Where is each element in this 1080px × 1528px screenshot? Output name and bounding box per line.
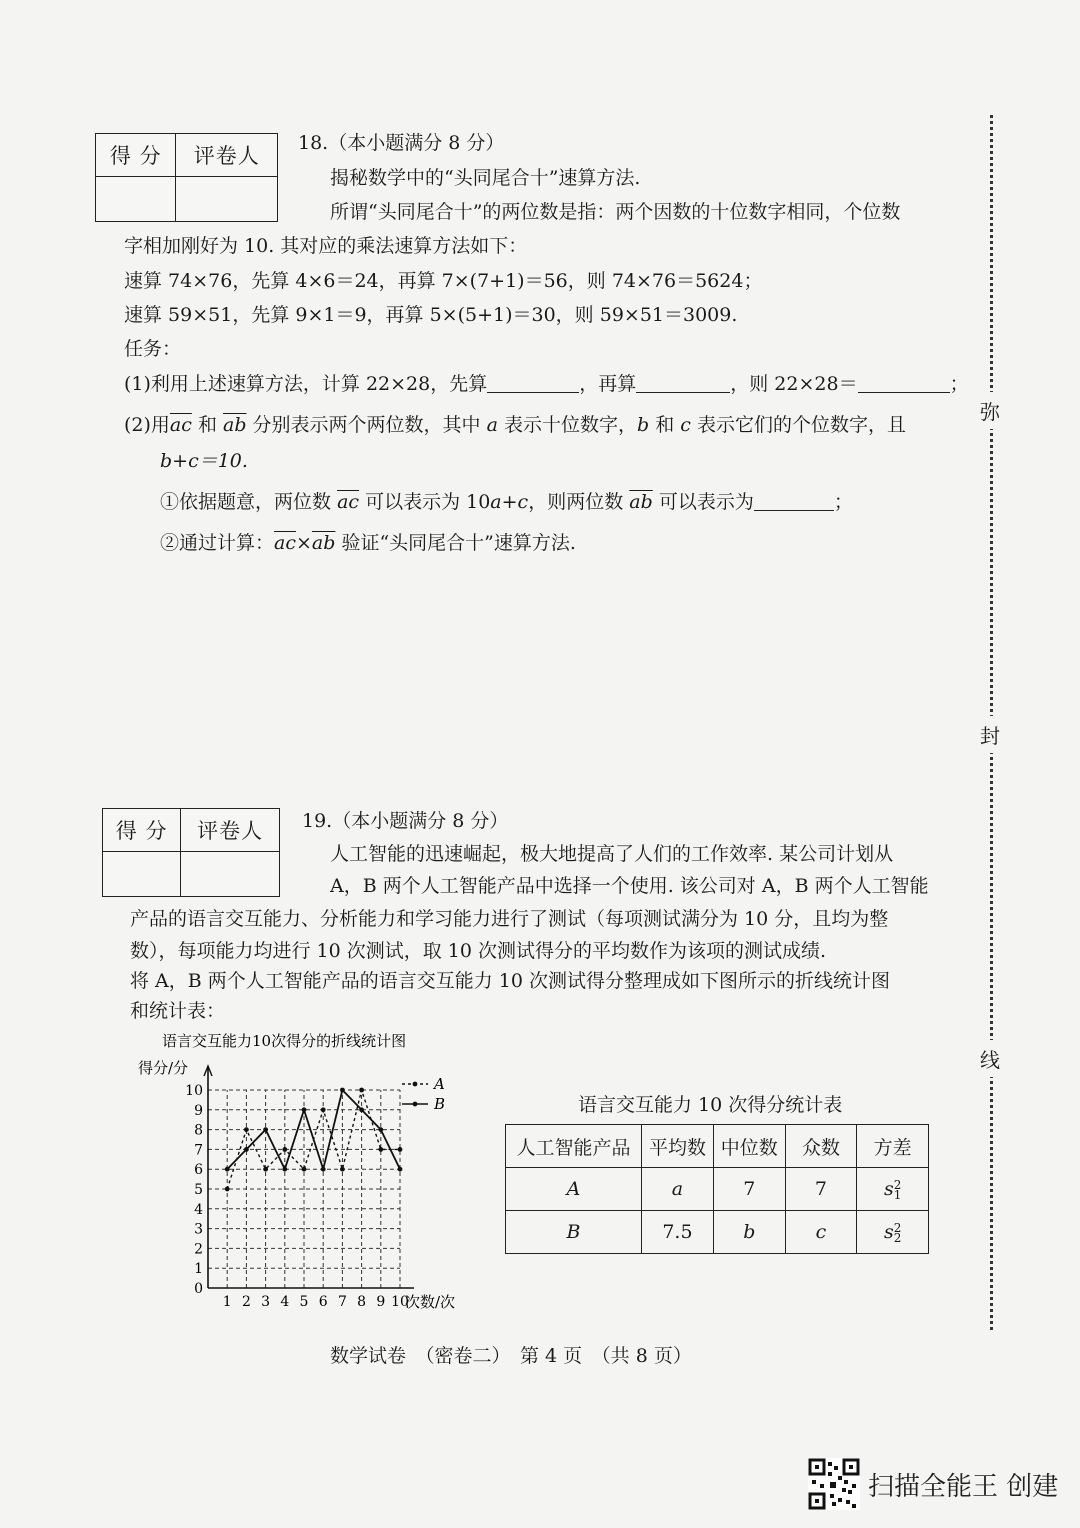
seal-char-xian: 线 (980, 1040, 1000, 1077)
subtask1-text: ①依据题意，两位数 (160, 491, 332, 513)
data-point-A (282, 1147, 287, 1152)
q18-subtask1 (160, 485, 853, 519)
grader-label: 评卷人 (181, 809, 280, 852)
overline-ac: $\overline{ac}$ (274, 532, 296, 554)
subtask1-text: ； (833, 491, 853, 513)
q18-subtask2 (160, 526, 576, 560)
var-sub: 1 (893, 1188, 902, 1202)
data-point-A (340, 1167, 345, 1172)
stats-table-title: 语言交互能力 10 次得分统计表 (578, 1094, 843, 1116)
cell-median: b (713, 1211, 785, 1254)
subtask2-text: ②通过计算： (160, 532, 275, 554)
chart-xlabel: 次数/次 (405, 1293, 456, 1311)
y-tick-label: 1 (194, 1261, 203, 1278)
cell-mode: 7 (785, 1168, 857, 1211)
data-point-B (340, 1088, 345, 1093)
score-label: 得 分 (96, 134, 176, 177)
chart-ylabel: 得分/分 (138, 1059, 189, 1077)
grader-label: 评卷人 (176, 134, 278, 177)
q18-intro3: 字相加刚好为 10. 其对应的乘法速算方法如下： (124, 235, 528, 257)
q18-example1: 速算 74×76，先算 4×6＝24，再算 7×(7+1)＝56，则 74×76＝5624； (124, 270, 763, 292)
q18-task-label: 任务： (124, 338, 182, 360)
q19-para1: 人工智能的迅速崛起，极大地提高了人们的工作效率. 某公司计划从 (330, 843, 894, 865)
grader-cell[interactable] (181, 852, 280, 897)
task1-text-c: ，则 22×28＝ (730, 373, 858, 395)
stats-header-row (506, 1125, 929, 1168)
task1-blank-first[interactable] (487, 370, 579, 393)
legend-label-A: A (434, 1075, 445, 1093)
overline-ac: $\overline{ac}$ (169, 414, 192, 436)
x-tick-label: 2 (241, 1294, 251, 1310)
y-tick-label: 4 (194, 1201, 203, 1218)
score-cell[interactable] (103, 852, 181, 897)
chart-title: 语言交互能力10次得分的折线统计图 (162, 1032, 407, 1050)
y-tick-label: 10 (185, 1083, 203, 1099)
task1-text-d: ； (949, 373, 969, 395)
subtask2-text: 验证“头同尾合十”速算方法. (341, 532, 576, 554)
y-tick-label: 6 (194, 1162, 203, 1179)
q18-intro1: 揭秘数学中的“头同尾合十”速算方法. (330, 167, 641, 189)
score-box-19 (102, 808, 280, 897)
q19-para3: 产品的语言交互能力、分析能力和学习能力进行了测试（每项测试满分为 10 分，且均为整 (130, 908, 889, 930)
seal-char-feng: 封 (980, 716, 1000, 753)
x-tick-label: 7 (337, 1294, 347, 1310)
task1-blank-second[interactable] (636, 370, 730, 393)
data-point-B (398, 1167, 403, 1172)
data-point-A (321, 1107, 326, 1112)
q18-intro2: 所谓“头同尾合十”的两位数是指：两个因数的十位数字相同，个位数 (330, 201, 901, 223)
task2-text: 和 (197, 414, 217, 436)
data-point-A (225, 1187, 230, 1192)
overline-ab: $\overline{ab}$ (629, 491, 653, 513)
header-median: 中位数 (713, 1125, 785, 1168)
subtask1-text: 可以表示为 10 (365, 491, 491, 513)
header-mean: 平均数 (641, 1125, 713, 1168)
task1-text-a: (1)利用上述速算方法，计算 22×28，先算 (124, 373, 488, 395)
table-row (506, 1211, 929, 1254)
var-sup: 2 (893, 1221, 902, 1235)
data-point-B (244, 1147, 249, 1152)
x-tick-label: 1 (222, 1294, 232, 1310)
subtask1-blank[interactable] (754, 488, 834, 511)
subtask1-text: ，则两位数 (528, 491, 624, 513)
x-tick-label: 4 (280, 1294, 290, 1310)
seal-char-mi: 弥 (980, 392, 1000, 429)
q18-task2-condition: b+c＝10. (160, 450, 248, 472)
q18-task2 (124, 408, 906, 442)
q19-para5: 将 A，B 两个人工智能产品的语言交互能力 10 次测试得分整理成如下图所示的折线统计图 (130, 970, 891, 992)
legend-marker-B (413, 1102, 418, 1107)
data-point-B (302, 1107, 307, 1112)
overline-ac: $\overline{ac}$ (337, 491, 360, 513)
times-sign: × (295, 532, 312, 554)
data-point-B (359, 1107, 364, 1112)
score-box-18 (95, 133, 278, 222)
q18-example2: 速算 59×51，先算 9×1＝9，再算 5×(5+1)＝30，则 59×51＝3009. (124, 304, 738, 326)
y-tick-label: 9 (194, 1102, 203, 1119)
score-cell[interactable] (96, 177, 176, 222)
x-tick-label: 10 (391, 1294, 409, 1310)
data-point-A (378, 1147, 383, 1152)
data-point-A (263, 1167, 268, 1172)
cell-name: A (506, 1168, 642, 1211)
table-row (506, 1168, 929, 1211)
x-tick-label: 5 (299, 1294, 309, 1310)
var-s: s (883, 1221, 894, 1243)
chart-axes (204, 1066, 414, 1288)
var-a: a (486, 414, 498, 436)
header-mode: 众数 (785, 1125, 857, 1168)
cell-variance (857, 1211, 929, 1254)
q19-para6: 和统计表： (130, 1000, 226, 1022)
y-tick-label: 5 (194, 1182, 203, 1198)
y-tick-label: 0 (194, 1281, 203, 1297)
data-point-A (359, 1088, 364, 1093)
cell-mean: 7.5 (641, 1211, 713, 1254)
cell-mode: c (785, 1211, 857, 1254)
data-point-B (282, 1167, 287, 1172)
data-point-B (321, 1167, 326, 1172)
var-c: c (680, 414, 691, 436)
data-point-A (398, 1147, 403, 1152)
data-point-B (263, 1127, 268, 1132)
task1-blank-result[interactable] (858, 370, 950, 393)
plus-sign: + (501, 491, 518, 513)
var-b: b (637, 414, 650, 436)
watermark-text: 扫描全能王 创建 (868, 1472, 1059, 1502)
var-sup: 2 (893, 1178, 902, 1192)
cell-mean: a (641, 1168, 713, 1211)
x-tick-label: 8 (357, 1294, 367, 1310)
x-tick-label: 9 (376, 1294, 386, 1310)
stats-table (505, 1124, 929, 1254)
q19-header: 19.（本小题满分 8 分） (302, 810, 509, 832)
legend-marker-A (413, 1082, 418, 1087)
var-sub: 2 (893, 1231, 902, 1245)
var-c: c (517, 491, 529, 513)
x-tick-label: 6 (318, 1294, 328, 1310)
q19-para2: A，B 两个人工智能产品中选择一个使用. 该公司对 A，B 两个人工智能 (330, 875, 929, 897)
chart-ticks (185, 1083, 409, 1310)
q19-para4: 数），每项能力均进行 10 次测试，取 10 次测试得分的平均数作为该项的测试成绩. (130, 940, 827, 962)
legend-label-B: B (434, 1095, 446, 1113)
data-point-B (225, 1167, 230, 1172)
var-s: s (883, 1178, 894, 1200)
subtask1-text: 可以表示为 (658, 491, 754, 513)
page-footer: 数学试卷 （密卷二） 第 4 页 （共 8 页） (330, 1345, 692, 1367)
data-point-A (244, 1127, 249, 1132)
task2-text: 分别表示两个两位数，其中 (252, 414, 481, 436)
x-tick-label: 3 (261, 1294, 271, 1310)
q18-task1 (124, 367, 969, 401)
score-label: 得 分 (103, 809, 181, 852)
task2-text: (2)用 (124, 414, 170, 436)
task2-text: 表示它们的个位数字，且 (696, 414, 906, 436)
task2-text: 表示十位数字， (503, 414, 637, 436)
y-tick-label: 2 (194, 1241, 203, 1258)
q18-header: 18.（本小题满分 8 分） (298, 132, 505, 154)
y-tick-label: 8 (194, 1122, 203, 1139)
y-tick-label: 3 (194, 1221, 203, 1238)
cell-name: B (506, 1211, 642, 1254)
overline-ab: $\overline{ab}$ (223, 414, 247, 436)
grader-cell[interactable] (176, 177, 278, 222)
task1-text-b: ，再算 (579, 373, 637, 395)
header-product: 人工智能产品 (506, 1125, 642, 1168)
line-chart (120, 1020, 480, 1320)
cell-median: 7 (713, 1168, 785, 1211)
cell-variance (857, 1168, 929, 1211)
data-point-A (302, 1167, 307, 1172)
chart-legend (402, 1075, 445, 1113)
var-a: a (490, 491, 502, 513)
header-variance: 方差 (857, 1125, 929, 1168)
data-point-B (378, 1127, 383, 1132)
task2-text: 和 (655, 414, 675, 436)
y-tick-label: 7 (194, 1142, 203, 1159)
qr-code-icon (808, 1458, 860, 1510)
chart-series (225, 1088, 403, 1192)
overline-ab: $\overline{ab}$ (311, 532, 336, 554)
